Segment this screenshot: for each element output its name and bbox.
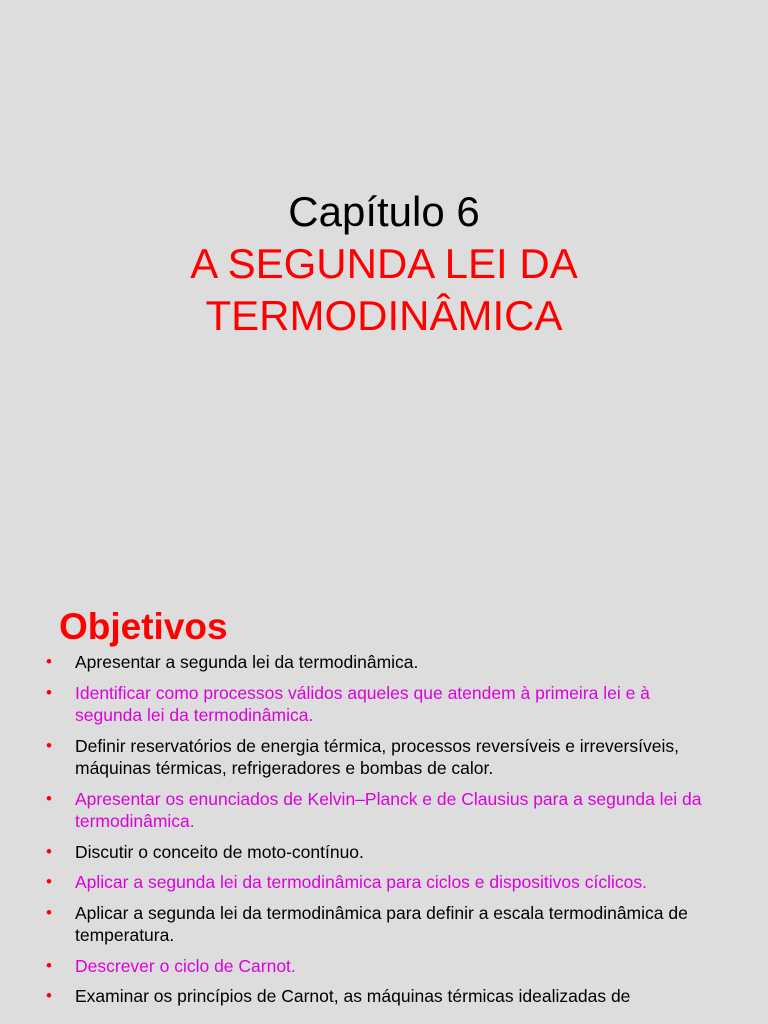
objective-item	[46, 788, 706, 833]
subtitle-line-1: A SEGUNDA LEI DA	[190, 240, 578, 287]
objective-text: Identificar como processos válidos aqueles que atendem à primeira lei e à segunda lei da termodinâmica.	[75, 682, 650, 725]
objective-item	[46, 651, 706, 674]
objective-item	[46, 985, 706, 1008]
bullet-icon: •	[46, 682, 52, 702]
objective-text: Aplicar a segunda lei da termodinâmica para definir a escala termodinâmica de temperatura.	[75, 902, 688, 945]
objective-item	[46, 871, 706, 894]
bullet-icon: •	[46, 788, 52, 808]
objective-text: Descrever o ciclo de Carnot.	[75, 955, 296, 976]
objective-item	[46, 682, 706, 727]
chapter-title: Capítulo 6	[288, 188, 480, 235]
objective-text: Apresentar a segunda lei da termodinâmica.	[75, 652, 419, 672]
objective-text: Aplicar a segunda lei da termodinâmica para ciclos e dispositivos cíclicos.	[75, 872, 647, 892]
title-block	[0, 186, 768, 342]
objective-item	[46, 902, 706, 947]
objective-item	[46, 735, 706, 780]
bullet-icon: •	[46, 872, 52, 891]
objectives-list	[46, 651, 706, 1016]
objective-text: Definir reservatórios de energia térmica, processos reversíveis e irreversíveis, máquinas térmicas, refrigeradores e bombas de calor.	[75, 735, 679, 778]
bullet-icon: •	[46, 652, 52, 671]
bullet-icon: •	[46, 735, 52, 755]
objective-item	[46, 841, 706, 864]
objectives-heading: Objetivos	[59, 606, 228, 647]
objective-text: Apresentar os enunciados de Kelvin–Planck e de Clausius para a segunda lei da termodinâmica.	[75, 788, 702, 831]
bullet-icon: •	[46, 955, 52, 975]
subtitle-line-2: TERMODINÂMICA	[205, 292, 563, 339]
objective-text: Discutir o conceito de moto-contínuo.	[75, 841, 364, 862]
bullet-icon: •	[46, 902, 52, 922]
objective-item	[46, 955, 706, 978]
objective-text: Examinar os princípios de Carnot, as máquinas térmicas idealizadas de	[75, 986, 631, 1006]
bullet-icon: •	[46, 986, 52, 1005]
bullet-icon: •	[46, 841, 52, 861]
